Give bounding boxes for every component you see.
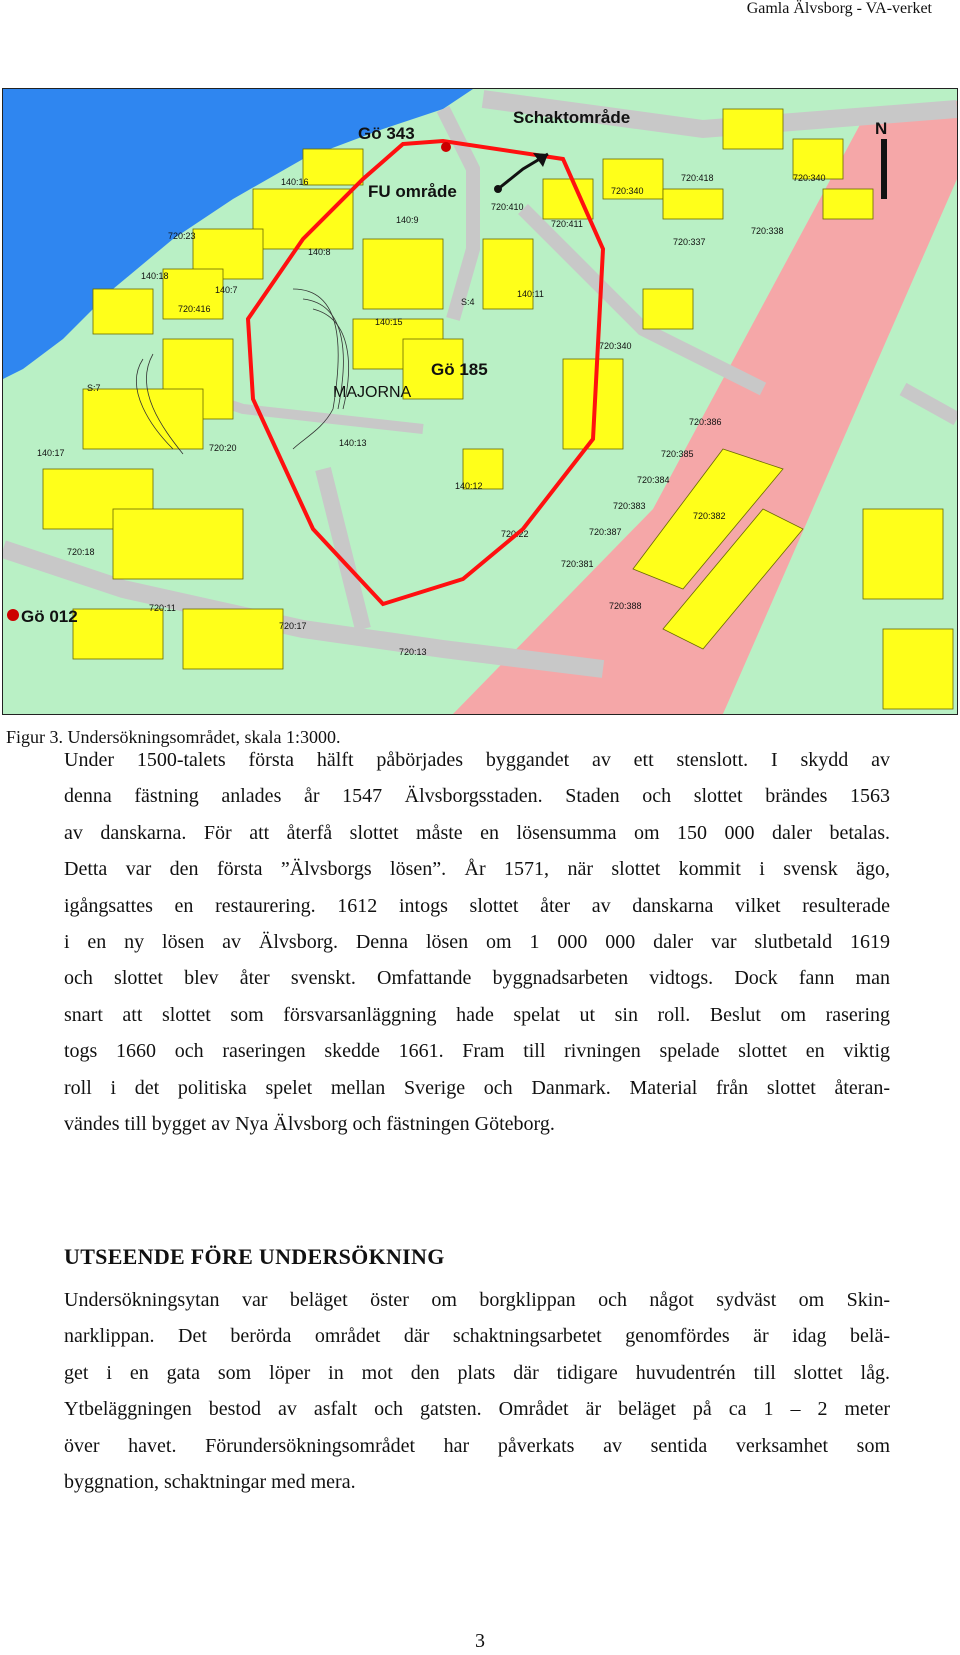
svg-text:720:20: 720:20 <box>209 443 237 453</box>
svg-text:720:385: 720:385 <box>661 449 694 459</box>
svg-text:720:383: 720:383 <box>613 501 646 511</box>
svg-text:720:340: 720:340 <box>793 173 826 183</box>
svg-text:140:12: 140:12 <box>455 481 483 491</box>
svg-text:720:22: 720:22 <box>501 529 529 539</box>
svg-text:720:382: 720:382 <box>693 511 726 521</box>
svg-text:140:16: 140:16 <box>281 177 309 187</box>
svg-text:140:9: 140:9 <box>396 215 419 225</box>
svg-text:720:340: 720:340 <box>599 341 632 351</box>
site-map <box>2 88 958 715</box>
svg-text:140:11: 140:11 <box>517 289 544 299</box>
svg-text:720:418: 720:418 <box>681 173 714 183</box>
svg-text:720:18: 720:18 <box>67 547 95 557</box>
svg-text:720:381: 720:381 <box>561 559 594 569</box>
svg-text:720:386: 720:386 <box>689 417 722 427</box>
svg-text:720:387: 720:387 <box>589 527 622 537</box>
map-label-fu: FU område <box>368 182 457 201</box>
body-paragraph-1: Under 1500-talets första hälft påbörjades byggandet av ett stenslott. I skydd av denna fästning anlades år 1547 Älvsborgsstaden. Staden och slottet brändes 1563 av danskarna. För att återfå slottet måste en lösensumma om 150 000 daler betalas. Detta var den första ”Älvsborgs lösen”. År 1571, när slottet kommit i svensk ägo, igångsattes en restaurering. 1612 intogs slottet åter av danskarna vilket resulterade i en ny lösen av Älvsborg. Denna lösen om 1 000 000 daler var slutbetald 1619 och slottet blev åter svenskt. Omfattande byggnadsarbeten vidtogs. Dock fann man snart att slottet som försvarsanläggning hade spelat ut sin roll. Beslut om rasering togs 1660 och raseringen skedde 1661. Fram till rivningen spelade slottet en viktig roll i det politiska spelet mellan Sverige och Danmark. Material från slottet återan- vändes till bygget av Nya Älvsborg och fästningen Göteborg. <box>64 749 890 1136</box>
map-label-go185: Gö 185 <box>431 360 488 379</box>
running-header: Gamla Älvsborg - VA-verket <box>746 0 932 17</box>
body-paragraph-2: Undersökningsytan var beläget öster om borgklippan och något sydväst om Skin- narklippan. Det berörda området där schaktningsarbetet genomfördes är idag belä- get i en gata som löper in mot den plats där tidigare huvudentrén till slottet låg. Ytbeläggningen bestod av asfalt och gatsten. Området är beläget på ca 1 – 2 meter över havet. Förundersökningsområdet har påverkats av sentida verksamhet som byggnation, schaktningar med mera. <box>64 1289 890 1494</box>
svg-text:720:23: 720:23 <box>168 231 196 241</box>
svg-text:140:18: 140:18 <box>141 271 169 281</box>
svg-text:140:13: 140:13 <box>339 438 367 448</box>
map-label-majorna: MAJORNA <box>333 384 412 401</box>
svg-text:720:340: 720:340 <box>611 186 644 196</box>
svg-text:S:4: S:4 <box>461 297 475 307</box>
svg-text:N: N <box>875 119 888 138</box>
svg-text:720:384: 720:384 <box>637 475 670 485</box>
svg-text:720:411: 720:411 <box>551 219 583 229</box>
svg-text:140:8: 140:8 <box>308 247 331 257</box>
svg-text:140:7: 140:7 <box>215 285 238 295</box>
svg-text:720:13: 720:13 <box>399 647 427 657</box>
svg-text:720:338: 720:338 <box>751 226 784 236</box>
map-label-go012: Gö 012 <box>21 607 78 626</box>
svg-text:720:410: 720:410 <box>491 202 524 212</box>
map-graphic <box>3 89 957 714</box>
svg-text:720:11: 720:11 <box>149 603 176 613</box>
figure-caption: Figur 3. Undersökningsområdet, skala 1:3000. <box>6 727 341 747</box>
svg-text:140:17: 140:17 <box>37 448 65 458</box>
page-number: 3 <box>475 1630 485 1652</box>
svg-text:S:7: S:7 <box>87 383 101 393</box>
map-label-schakt: Schaktområde <box>513 108 631 127</box>
map-label-go343: Gö 343 <box>358 124 415 143</box>
svg-text:140:15: 140:15 <box>375 317 403 327</box>
section-heading: UTSEENDE FÖRE UNDERSÖKNING <box>64 1244 445 1269</box>
svg-text:720:337: 720:337 <box>673 237 706 247</box>
svg-text:720:388: 720:388 <box>609 601 642 611</box>
svg-text:720:17: 720:17 <box>279 621 307 631</box>
svg-text:720:416: 720:416 <box>178 304 211 314</box>
